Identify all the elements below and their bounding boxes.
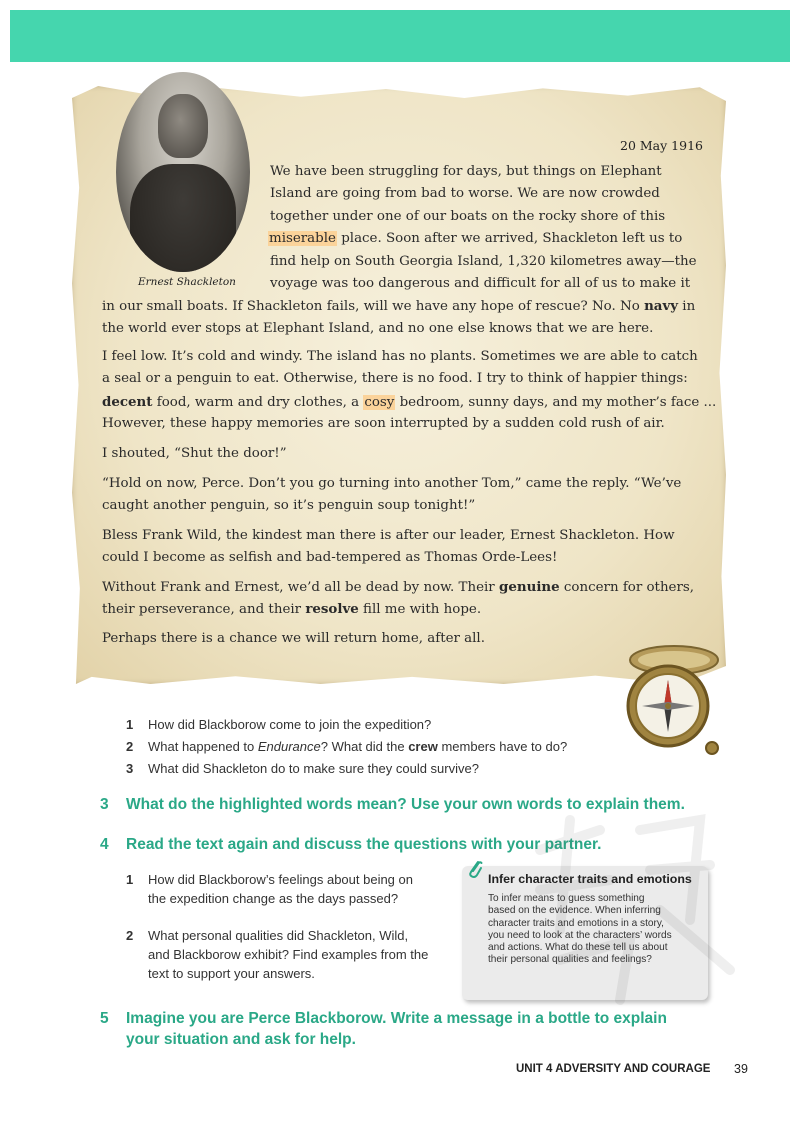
vocabulary-word: navy [644,298,679,315]
tip-title: Infer character traits and emotions [488,872,692,886]
letter-paragraph-1-line: Island are going from bad to worse. We are now crowded [270,186,660,202]
letter-date: 20 May 1916 [620,138,703,153]
question-number: 2 [126,739,134,754]
task-5-number: 5 [100,1010,109,1027]
letter-paragraph-6-line [102,598,481,622]
vocabulary-word: genuine [498,579,560,595]
question-text: What did Shackleton do to make sure they could survive? [148,761,479,776]
letter-paragraph-1-line: the world ever stops at Elephant Island, and no one else knows that we are here. [102,320,654,336]
question-text-segment: ? What did the [320,739,409,754]
watermark-stamp [500,790,760,1010]
tip-body-line: character traits and emotions in a story, [488,917,664,929]
compass-illustration [616,640,728,760]
shackleton-portrait [116,72,250,272]
tip-body-line: based on the evidence. When inferring [488,905,661,917]
line-text: bedroom, sunny days, and my mother’s face ... [395,394,717,410]
letter-paragraph-5-line: Bless Frank Wild, the kindest man there is after our leader, Ernest Shackleton. How [102,528,675,543]
question-text: How did Blackborow come to join the expedition? [148,717,432,732]
letter-paragraph-2-line: However, these happy memories are soon interrupted by a sudden cold rush of air. [102,416,665,432]
paperclip-icon [466,858,484,882]
question-number: 1 [126,717,134,732]
tip-body-line: To infer means to guess something [488,893,645,904]
vocabulary-word: resolve [305,601,359,618]
letter-paragraph-4-line: “Hold on now, Perce. Don’t you go turning into another Tom,” came the reply. “We’ve [102,476,682,491]
portrait-caption: Ernest Shackleton [138,276,236,288]
line-text: their perseverance, and their [102,602,306,618]
letter-paragraph-3: I shouted, “Shut the door!” [102,446,287,461]
task-5-line-2: your situation and ask for help. [126,1031,356,1048]
highlighted-word: miserable [269,231,336,247]
question-text-segment: members have to do? [437,739,568,754]
question-text-line: What personal qualities did Shackleton, Wild, [148,928,409,943]
letter-paragraph-1-line [102,295,695,319]
top-color-band [10,10,790,62]
tip-body-line: you need to look at the characters’ words [488,929,672,941]
question-text-line: and Blackborow exhibit? Find examples from the [148,947,429,962]
line-text: concern for others, [559,580,695,595]
page-number: 39 [734,1062,748,1076]
question-text-segment: Endurance [257,739,321,754]
question-number: 3 [126,761,134,776]
letter-paragraph-6-line [102,576,694,600]
task-5-line-1: Imagine you are Perce Blackborow. Write a message in a bottle to explain [126,1010,667,1027]
line-text: food, warm and dry clothes, a [152,394,364,410]
portrait-head-shape [158,94,208,158]
letter-paragraph-5-line: could I become as selfish and bad-tempered as Thomas Orde-Lees! [102,550,558,566]
letter-paragraph-1-line: We have been struggling for days, but things on Elephant [270,164,662,179]
question-number: 2 [126,928,134,943]
question-text-line: the expedition change as the days passed? [148,891,399,906]
tip-body-line: their personal qualities and feelings? [488,954,652,966]
letter-paragraph-1-line: voyage was too dangerous and difficult for all of us to make it [270,276,691,291]
line-text: in our small boats. If Shackleton fails, will we have any hope of rescue? No. No [102,299,645,315]
vocabulary-word: decent [102,393,153,410]
question-number: 1 [126,872,134,887]
letter-paragraph-4-line: caught another penguin, so it’s penguin soup tonight!” [102,498,476,514]
letter-paragraph-2-line: I feel low. It’s cold and windy. The island has no plants. Sometimes we are able to catch [102,349,698,364]
letter-paragraph-2-line: a seal or a penguin to eat. Otherwise, there is no food. I try to think of happier things: [102,371,688,387]
letter-paragraph-1-line [268,228,682,251]
line-text: place. Soon after we arrived, Shackleton left us to [336,231,683,247]
task-3-text: What do the highlighted words mean? Use your own words to explain them. [126,796,685,813]
letter-paragraph-2-line [102,391,716,415]
letter-paragraph-1-line: together under one of our boats on the rocky shore of this [270,208,666,224]
task-4-text: Read the text again and discuss the questions with your partner. [126,836,602,853]
question-text-line: How did Blackborow’s feelings about being on [148,872,413,887]
letter-paragraph-7: Perhaps there is a chance we will return home, after all. [102,631,485,646]
portrait-body-shape [130,164,236,272]
question-text-line: text to support your answers. [148,966,315,981]
tip-body-line: and actions. What do these tell us about [488,942,668,954]
question-text-segment: What happened to [148,739,258,754]
task-3-number: 3 [100,796,109,813]
footer-unit-title: UNIT 4 ADVERSITY AND COURAGE [516,1063,711,1075]
line-text: Without Frank and Ernest, we’d all be dead by now. Their [102,580,499,595]
line-text: in [678,299,696,315]
letter-paragraph-1-line: find help on South Georgia Island, 1,320 kilometres away—the [270,253,697,269]
question-text-segment: crew [408,739,438,754]
question-text [148,737,567,756]
line-text: fill me with hope. [358,602,482,618]
task-4-number: 4 [100,836,109,853]
highlighted-word: cosy [364,394,395,410]
